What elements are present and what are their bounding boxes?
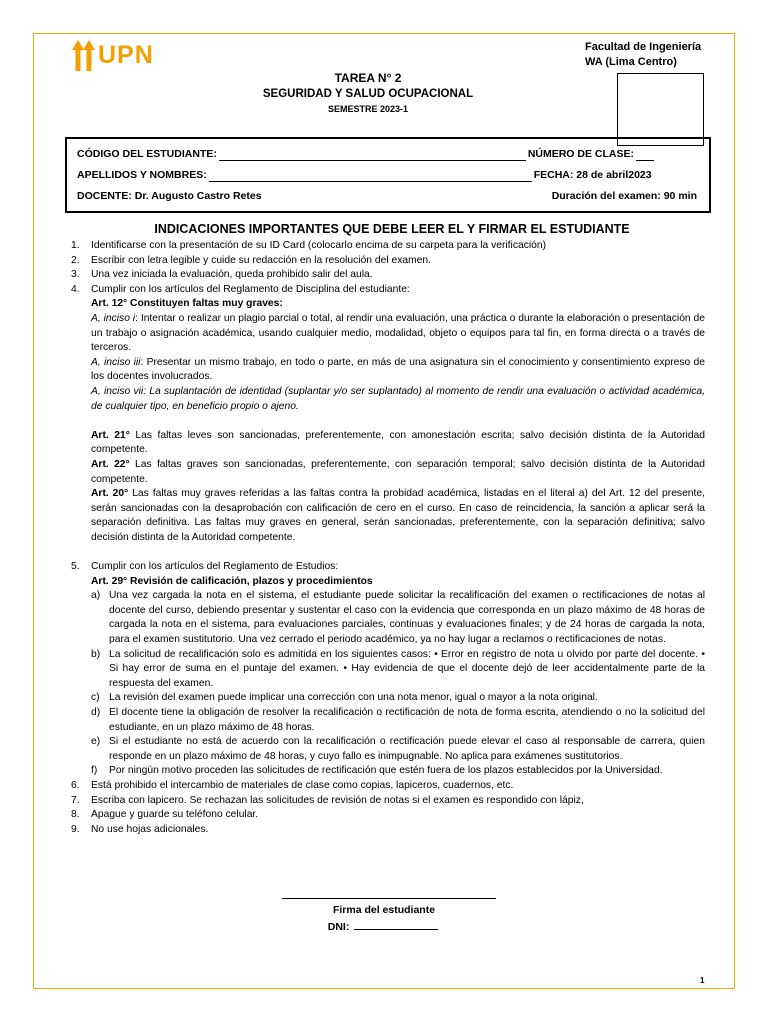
art12-b-label: A, inciso iii [91,356,141,368]
sub-item-c: c) La revisión del examen puede implicar una corrección con una nota menor, igual o mayor a la nota original. [91,692,598,704]
photo-box [617,73,704,146]
dni-label: DNI: [327,921,350,933]
list-item: 6. Está prohibido el intercambio de materiales de clase como copias, lapiceros, cuadernos, etc. [71,779,514,791]
item-4-text: Cumplir con los artículos del Reglamento de Disciplina del estudiante: [91,283,410,295]
sub-d-text: El docente tiene la obligación de resolver la recalificación o rectificación de nota de forma escrita, atendiendo o no la solicitud del estudiante, en un plazo máximo de 48 horas. [109,707,705,733]
art21 [71,429,705,458]
title-block [200,70,536,116]
info-row-teacher [77,189,697,203]
art20-text: Las faltas muy graves referidas a las faltas contra la probidad académica, listadas en el literal a) del Art. 12 del presente, serán sancionadas con la desaprobación con calificación de cero en el curso. En caso de reincidencia, la sanción a aplicar será la separación definitiva. Las faltas muy graves en general, serán sancionadas, preferentemente, con la separación definitiva; salvo decisión distinta de la Autoridad competente. [91,488,705,543]
instructions-body [71,239,705,837]
art12-a [71,312,705,356]
sub-e-text: Si el estudiante no está de acuerdo con la recalificación o rectificación puede elevar el caso al responsable de carrera, quien responde en un plazo máximo de 48 horas, y cuyo fallo es inimpugnable. No aplica para exámenes sustitutorios. [109,736,705,762]
logo-text: UPN [98,40,154,69]
list-item: 4. Cumplir con los artículos del Reglamento de Disciplina del estudiante: [71,283,410,295]
student-code-label: CÓDIGO DEL ESTUDIANTE: [77,148,217,160]
date-label: FECHA: 28 de abril2023 [533,169,652,181]
info-row-names [77,168,697,182]
art12-a-text: : Intentar o realizar un plagio parcial o total, al rendir una evaluación, una práctica o durante la elaboración o presentación de un trabajo o asignación académica, usando cualquier medio, modalidad, objeto o equipos para tal fin, en forma directa o a través de terceros. [91,312,705,354]
sub-b-text: La solicitud de recalificación solo es admitida en los siguientes casos: • Error en registro de nota u olvido por parte del docente. • Si hay error de suma en el puntaje del examen. • Hay evidencia de que el docente dejó de leer accidentalmente parte de la respuesta del examen. [109,648,705,689]
sub-item-b: b) La solicitud de recalificación solo es admitida en los siguientes casos: • Error en registro de nota u olvido por parte del docente. • Si hay error de suma en el puntaje del examen. • Hay evidencia de que el docente dejó de leer accidentalmente parte de la respuesta del examen. [91,648,705,689]
page-number: 1 [700,976,705,985]
list-item: 9. No use hojas adicionales. [71,823,209,835]
signature-label: Firma del estudiante [332,904,436,916]
dni-row [0,918,768,933]
faculty-name: Facultad de Ingeniería [585,41,702,53]
art22 [71,458,705,487]
names-field[interactable] [209,170,532,182]
campus-name: WA (Lima Centro) [585,56,677,68]
art12-title: Art. 12° Constituyen faltas muy graves: [91,298,283,310]
art12-b-text: : Presentar un mismo trabajo, en todo o parte, en más de una asignatura sin el conocimiento y consentimiento expreso de los docentes involucrados. [91,356,705,383]
art29-title: Art. 29° Revisión de calificación, plazos y procedimientos [91,575,373,587]
art12-c: A, inciso vii: La suplantación de identidad (suplantar y/o ser suplantado) al momento de rendir una evaluación o actividad académica, de cualquier tipo, en beneficio propio o ajeno. [91,385,705,412]
sub-a-text: Una vez cargada la nota en el sistema, el estudiante puede solicitar la recalificación del examen o rectificaciones de notas al docente del curso, debiendo presentar y sustentar el caso con la evidencia que corresponda en un plazo máximo de 48 horas de cargada la nota en el sistema, para evaluaciones parciales, continuas y evaluaciones finales; y de 24 horas de cargada la nota, para el examen sustitutorio. Una vez cerrado el periodo académico, ya no hay lugar a reclamos o rectificaciones de notas. [109,590,705,646]
list-item: 7. Escriba con lapicero. Se rechazan las solicitudes de revisión de notas si el examen es respondido con lápiz, [71,794,584,806]
list-item: 2. Escribir con letra legible y cuide su redacción en la resolución del examen. [71,254,431,266]
instructions-heading: INDICACIONES IMPORTANTES QUE DEBE LEER EL Y FIRMAR EL ESTUDIANTE [154,222,630,236]
item-5-text: Cumplir con los artículos del Reglamento de Estudios: [91,561,339,573]
info-row-code [77,147,697,161]
item-9-text: No use hojas adicionales. [91,823,209,835]
item-1-text: Identificarse con la presentación de su ID Card (colocarlo encima de su carpeta para la verificación) [91,240,547,251]
item-7-text: Escriba con lapicero. Se rechazan las solicitudes de revisión de notas si el examen es respondido con lápiz, [91,794,584,806]
list-item: 1. Identificarse con la presentación de su ID Card (colocarlo encima de su carpeta para la verificación) [71,240,547,251]
dni-field[interactable] [354,918,438,930]
art21-text: Las faltas leves son sancionadas, preferentemente, con amonestación escrita; salvo decisión distinta de la Autoridad competente. [91,429,706,456]
art22-label: Art. 22° [91,458,130,470]
art21-label: Art. 21° [91,429,130,441]
item-6-text: Está prohibido el intercambio de materiales de clase como copias, lapiceros, cuadernos, etc. [91,779,514,791]
faculty-block [585,40,701,70]
class-number-label: NÚMERO DE CLASE: [527,148,634,160]
sub-item-e: e) Si el estudiante no está de acuerdo con la recalificación o rectificación puede elevar el caso al responsable de carrera, quien responde en un plazo máximo de 48 horas, y cuyo fallo es inimpugnable. No aplica para exámenes sustitutorios. [91,736,705,762]
list-item: 3. Una vez iniciada la evaluación, queda prohibido salir del aula. [71,269,373,281]
student-info-box [65,137,711,213]
list-item: 8. Apague y guarde su teléfono celular. [71,809,259,821]
item-3-text: Una vez iniciada la evaluación, queda prohibido salir del aula. [91,269,373,281]
sub-item-f: f) Por ningún motivo proceden las solicitudes de rectificación que estén fuera de los plazos establecidos por la Universidad. [91,765,663,777]
art22-text: Las faltas graves son sancionadas, preferentemente, con separación temporal; salvo decisión distinta de la Autoridad competente. [91,458,705,485]
art20 [71,487,705,545]
sub-c-text: La revisión del examen puede implicar una corrección con una nota menor, igual o mayor a la nota original. [109,692,598,704]
assignment-title: TAREA N° 2 [334,71,402,85]
class-number-field[interactable] [636,149,654,161]
sub-item-d: d) El docente tiene la obligación de resolver la recalificación o rectificación de nota de forma escrita, atendiendo o no la solicitud del estudiante, en un plazo máximo de 48 horas. [91,707,705,733]
upn-arrows-icon [70,38,96,72]
duration-label: Duración del examen: 90 min [551,190,697,202]
art12-a-label: A, inciso i [91,312,136,324]
semester: SEMESTRE 2023-1 [327,104,409,114]
item-2-text: Escribir con letra legible y cuide su redacción en la resolución del examen. [91,254,431,266]
art12-b [71,356,705,385]
teacher-label: DOCENTE: Dr. Augusto Castro Retes [77,190,262,202]
signature-line[interactable] [282,898,496,899]
student-code-field[interactable] [219,149,526,161]
item-8-text: Apague y guarde su teléfono celular. [91,809,259,821]
list-item: 5. Cumplir con los artículos del Reglamento de Estudios: [71,561,339,573]
sub-f-text: Por ningún motivo proceden las solicitudes de rectificación que estén fuera de los plazos establecidos por la Universidad. [109,765,663,777]
sub-item-a: a) Una vez cargada la nota en el sistema, el estudiante puede solicitar la recalificación del examen o rectificaciones de notas al docente del curso, debiendo presentar y sustentar el caso con la evidencia que corresponda en un plazo máximo de 48 horas de cargada la nota en el sistema, para evaluaciones parciales, continuas y evaluaciones finales; y de 24 horas de cargada la nota, para el examen sustitutorio. Una vez cerrado el periodo académico, ya no hay lugar a reclamos o rectificaciones de notas. [91,590,705,646]
names-label: APELLIDOS Y NOMBRES: [77,169,207,181]
upn-logo [70,38,154,72]
art20-label: Art. 20° [91,488,129,500]
course-name: SEGURIDAD Y SALUD OCUPACIONAL [262,88,474,100]
